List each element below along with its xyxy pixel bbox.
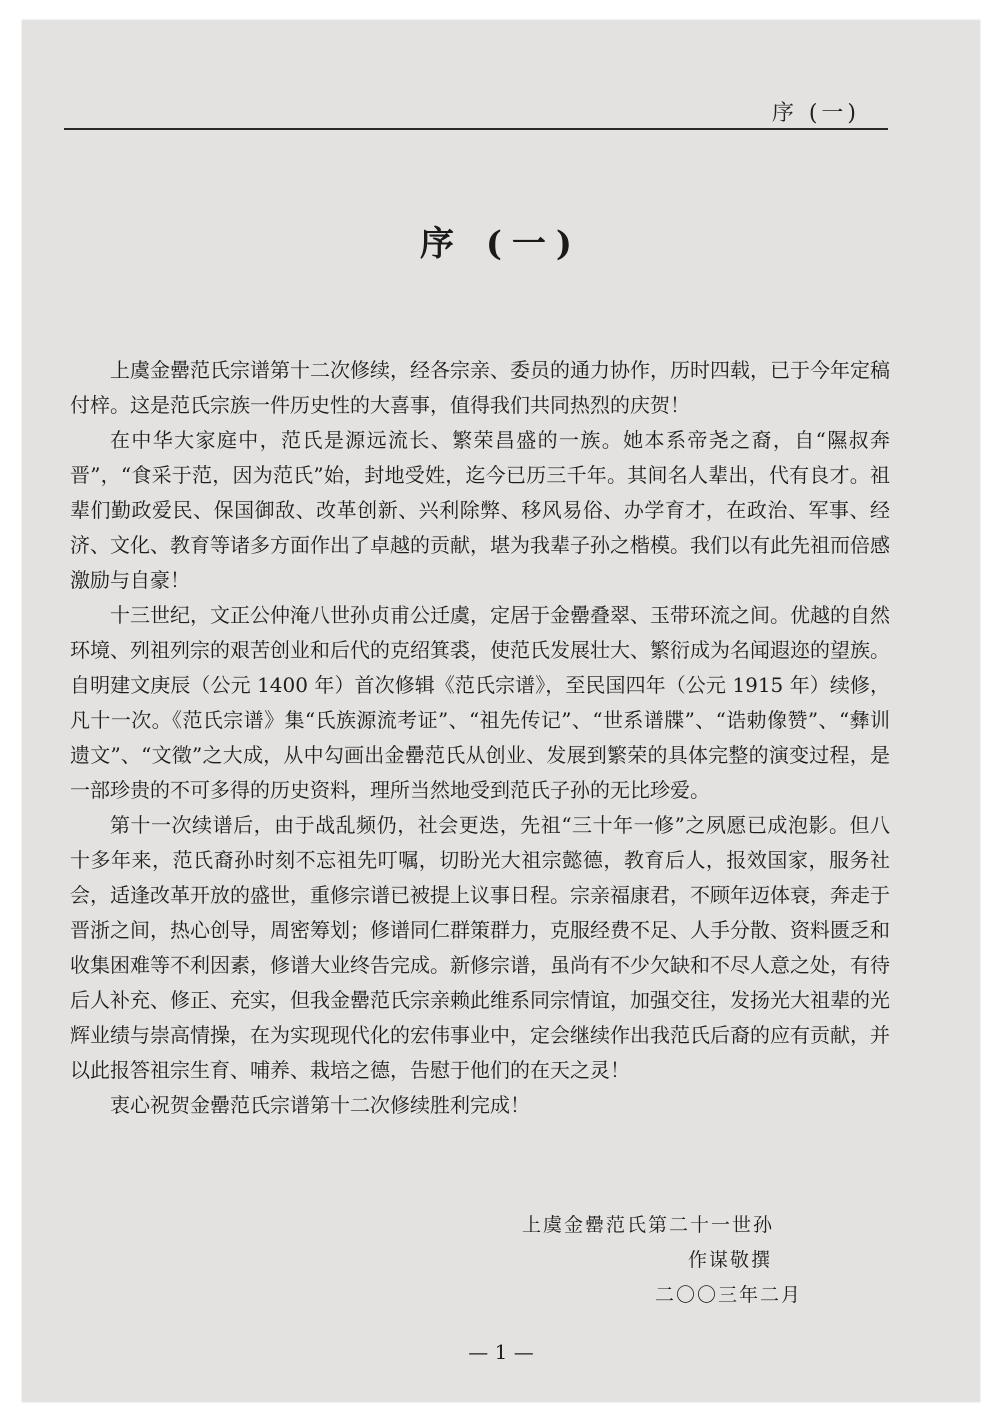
- signature-date: 二〇〇三年二月: [654, 1284, 802, 1306]
- signature-author-line: 上虞金罍范氏第二十一世孙: [521, 1214, 774, 1236]
- preface-body: [70, 353, 890, 1123]
- paragraph-2: 在中华大家庭中，范氏是源远流长、繁荣昌盛的一族。她本系帝尧之裔，自“隰叔奔晋”，“食采于范，因为范氏”始，封地受姓，迄今已历三千年。其间名人辈出，代有良才。祖辈们勤政爱民、保国御敌、改革创新、兴利除弊、移风易俗、办学育才，在政治、军事、经济、文化、教育等诸多方面作出了卓越的贡献，堪为我辈子孙之楷模。我们以有此先祖而倍感激励与自豪！: [70, 428, 890, 592]
- paragraph-1: 上虞金罍范氏宗谱第十二次修续，经各宗亲、委员的通力协作，历时四载，已于今年定稿付梓。这是范氏宗族一件历史性的大喜事，值得我们共同热烈的庆贺！: [70, 358, 890, 417]
- paragraph-3: 十三世纪，文正公仲淹八世孙贞甫公迁虞，定居于金罍叠翠、玉带环流之间。优越的自然环境、列祖列宗的艰苦创业和后代的克绍箕裘，使范氏发展壮大、繁衍成为名闻遐迩的望族。自明建文庚辰（公元 1400 年）首次修辑《范氏宗谱》，至民国四年（公元 1915 年）续修，凡十一次。《范氏宗谱》集“氏族源流考证”、“祖先传记”、“世系谱牒”、“诰勅像赞”、“彝训遗文”、“文徵”之大成，从中勾画出金罍范氏从创业、发展到繁荣的具体完整的演变过程，是一部珍贵的不可多得的历史资料，理所当然地受到范氏子孙的无比珍爱。: [70, 603, 890, 802]
- running-header: 序 (一): [771, 101, 860, 126]
- signature-name: 作谋敬撰: [687, 1249, 772, 1271]
- paragraph-5: 衷心祝贺金罍范氏宗谱第十二次修续胜利完成！: [110, 1093, 530, 1117]
- header-rule: [64, 128, 888, 130]
- page-number: — 1 —: [468, 1340, 534, 1364]
- page-title: 序 (一): [419, 224, 582, 264]
- paragraph-4: 第十一次续谱后，由于战乱频仍，社会更迭，先祖“三十年一修”之夙愿已成泡影。但八十多年来，范氏裔孙时刻不忘祖先叮嘱，切盼光大祖宗懿德，教育后人，报效国家，服务社会，适逢改革开放的盛世，重修宗谱已被提上议事日程。宗亲福康君，不顾年迈体衰，奔走于晋浙之间，热心创导，周密筹划；修谱同仁群策群力，克服经费不足、人手分散、资料匮乏和收集困难等不利因素，修谱大业终告完成。新修宗谱，虽尚有不少欠缺和不尽人意之处，有待后人补充、修正、充实，但我金罍范氏宗亲赖此维系同宗情谊，加强交往，发扬光大祖辈的光辉业绩与崇高情操，在为实现现代化的宏伟事业中，定会继续作出我范氏后裔的应有贡献，并以此报答祖宗生育、哺养、栽培之德，告慰于他们的在天之灵！: [70, 813, 890, 1082]
- document-page: [22, 20, 980, 1402]
